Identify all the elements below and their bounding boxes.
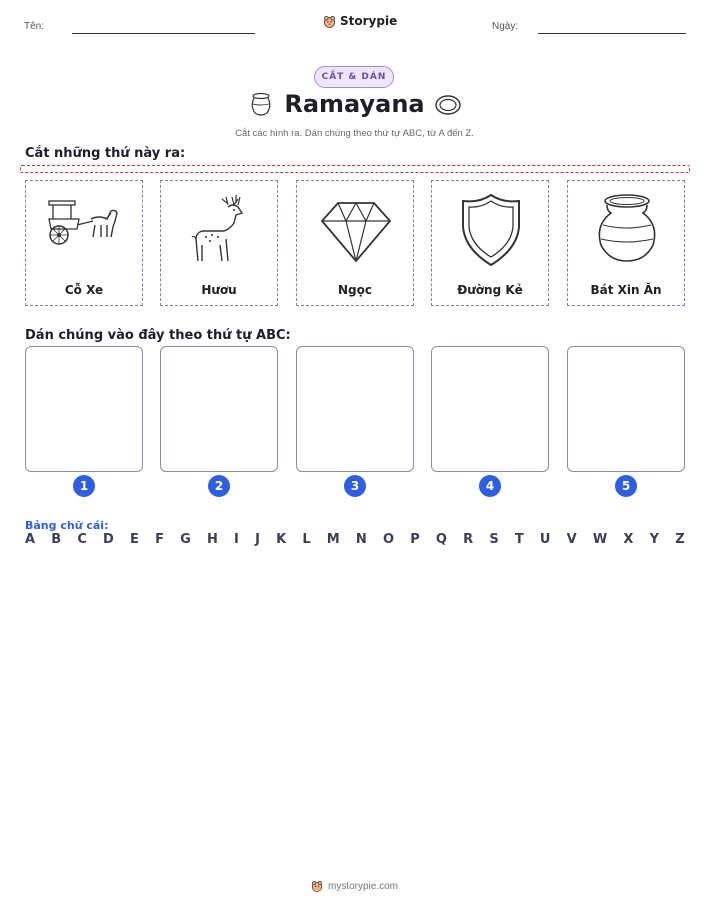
footer-url[interactable]: mystorypie.com: [327, 880, 398, 892]
alphabet-letter: R: [463, 532, 474, 547]
number-badge: 1: [73, 475, 95, 497]
card-label: Ngọc: [338, 283, 372, 297]
alphabet-letter: S: [489, 532, 499, 547]
card-label: Bát Xin Ăn: [590, 283, 662, 297]
name-line[interactable]: [72, 33, 255, 34]
page-title: Ramayana: [284, 90, 425, 118]
date-label: Ngày:: [492, 21, 519, 32]
instructions: Cắt các hình ra. Dán chúng theo thứ tự ABC, từ A đến Z.: [235, 128, 474, 139]
card-label: Đường Kẻ: [457, 283, 523, 297]
alphabet-letter: V: [566, 532, 577, 547]
paste-box-1[interactable]: [25, 346, 143, 472]
paste-box-2[interactable]: [160, 346, 278, 472]
cut-card-pot[interactable]: [567, 180, 685, 306]
alphabet-letter: D: [103, 532, 114, 547]
alphabet-letter: T: [514, 532, 524, 547]
name-label: Tên:: [24, 21, 45, 32]
number-badge: 5: [615, 475, 637, 497]
paste-heading: Dán chúng vào đây theo thứ tự ABC:: [25, 328, 291, 343]
alphabet-letter: W: [592, 532, 608, 547]
footer: [0, 880, 709, 892]
cut-card-gem[interactable]: [296, 180, 414, 306]
alphabet-letter: K: [276, 532, 287, 547]
alphabet-heading: Bảng chữ cái:: [25, 519, 109, 532]
alphabet-letter: I: [234, 532, 239, 547]
storypie-logo-icon: [323, 15, 336, 28]
alphabet-letter: Z: [675, 532, 685, 547]
paste-box-4[interactable]: [431, 346, 549, 472]
alphabet-letter: A: [25, 532, 36, 547]
brand-name: Storypie: [340, 14, 398, 28]
paste-box-3[interactable]: [296, 346, 414, 472]
cut-card-chariot[interactable]: [25, 180, 143, 306]
paste-box-5[interactable]: [567, 346, 685, 472]
shield-icon: [451, 189, 531, 269]
deer-icon: [180, 189, 260, 269]
activity-badge: CẮT & DÁN: [314, 66, 394, 88]
brand-logo: [323, 14, 397, 28]
number-badge: 3: [344, 475, 366, 497]
alphabet-letter: F: [155, 532, 164, 547]
pot-icon: [587, 189, 667, 269]
alphabet-letter: X: [623, 532, 634, 547]
alphabet-letter: Y: [649, 532, 660, 547]
cut-heading: Cắt những thứ này ra:: [25, 146, 186, 161]
cut-card-shield[interactable]: [431, 180, 549, 306]
alphabet-letter: H: [206, 532, 218, 547]
alphabet-letter: N: [355, 532, 367, 547]
number-badge: 4: [479, 475, 501, 497]
alphabet-letter: U: [539, 532, 551, 547]
cut-guide-line: [20, 165, 690, 173]
alphabet-letter: Q: [435, 532, 447, 547]
alphabet-letter: E: [130, 532, 139, 547]
card-label: Hươu: [201, 283, 237, 297]
alphabet-letter: G: [180, 532, 191, 547]
number-badge: 2: [208, 475, 230, 497]
alphabet-row: [25, 532, 685, 547]
alphabet-letter: C: [77, 532, 87, 547]
alphabet-letter: P: [410, 532, 420, 547]
cut-card-deer[interactable]: [160, 180, 278, 306]
ring-icon: [434, 94, 462, 116]
chariot-icon: [45, 189, 125, 269]
date-line[interactable]: [538, 33, 686, 34]
gem-icon: [316, 189, 396, 269]
card-label: Cỗ Xe: [64, 283, 104, 297]
alphabet-letter: M: [326, 532, 340, 547]
alphabet-letter: O: [382, 532, 395, 547]
alphabet-letter: L: [302, 532, 311, 547]
alphabet-letter: J: [255, 532, 260, 547]
alphabet-letter: B: [51, 532, 62, 547]
storypie-logo-icon: [311, 880, 323, 892]
